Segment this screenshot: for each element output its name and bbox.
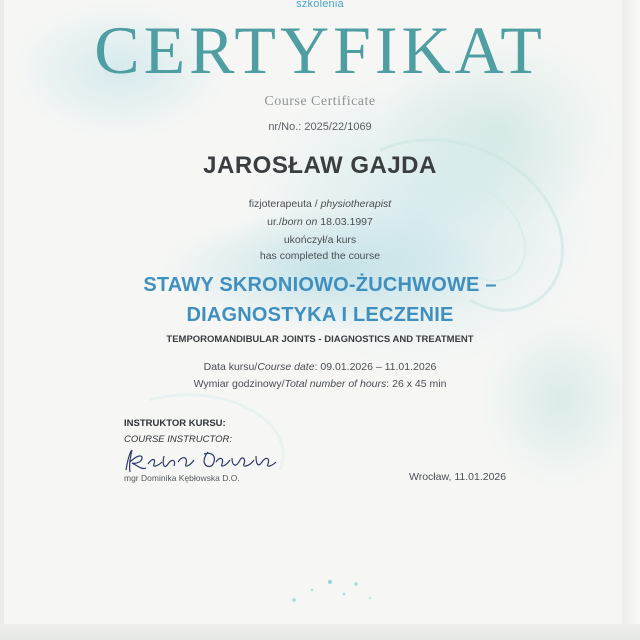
instructor-label-en: COURSE INSTRUCTOR: [124, 434, 233, 445]
completed-pl: ukończył/a kurs [283, 234, 357, 246]
instructor-label-pl: INSTRUKTOR KURSU: [124, 418, 226, 429]
profession-pl: fizjoterapeuta / [248, 198, 321, 210]
course-date-label-en: Course date [257, 361, 315, 373]
born-label-en: born on [281, 216, 318, 228]
course-hours: Wymiar godzinowy/Total number of hours: 26 x 45 min [193, 378, 447, 390]
course-hours-label-pl: Wymiar godzinowy/ [193, 378, 285, 390]
course-title-en: TEMPOROMANDIBULAR JOINTS - DIAGNOSTICS AND TREATMENT [166, 334, 474, 345]
certificate-number-label: nr/No.: [268, 121, 302, 133]
recipient-birth [0, 216, 640, 228]
course-date-label-pl: Data kursu/ [203, 361, 258, 373]
instructor-name: mgr Dominika Kębłowska D.O. [124, 473, 240, 483]
course-date: Data kursu/Course date: 09.01.2026 – 11.01.2026 [203, 361, 437, 373]
born-prefix: ur./ [267, 216, 282, 228]
recipient-profession [0, 198, 640, 210]
course-date-value: 09.01.2026 – 11.01.2026 [320, 361, 437, 373]
certificate-number-value: 2025/22/1069 [304, 121, 372, 133]
born-date: 18.03.1997 [320, 216, 373, 228]
course-title-line-2: DIAGNOSTYKA I LECZENIE [186, 304, 454, 326]
issue-place-date: Wrocław, 11.01.2026 [409, 471, 507, 483]
certificate-number [0, 121, 640, 133]
course-hours-label-en: Total number of hours [284, 378, 387, 390]
brand-subtitle: szkolenia [296, 0, 344, 10]
course-hours-value: 26 x 45 min [392, 378, 447, 390]
certificate-title: CERTYFIKAT [94, 12, 546, 88]
frame-bottom-edge [0, 624, 640, 640]
certificate-subtitle: Course Certificate [264, 94, 376, 109]
course-title-line-1: STAWY SKRONIOWO-ŻUCHWOWE – [143, 274, 497, 296]
decorative-dots [260, 572, 400, 612]
profession-en: physiotherapist [320, 198, 392, 210]
completed-en: has completed the course [259, 250, 381, 262]
recipient-name: JAROSŁAW GAJDA [203, 152, 437, 179]
